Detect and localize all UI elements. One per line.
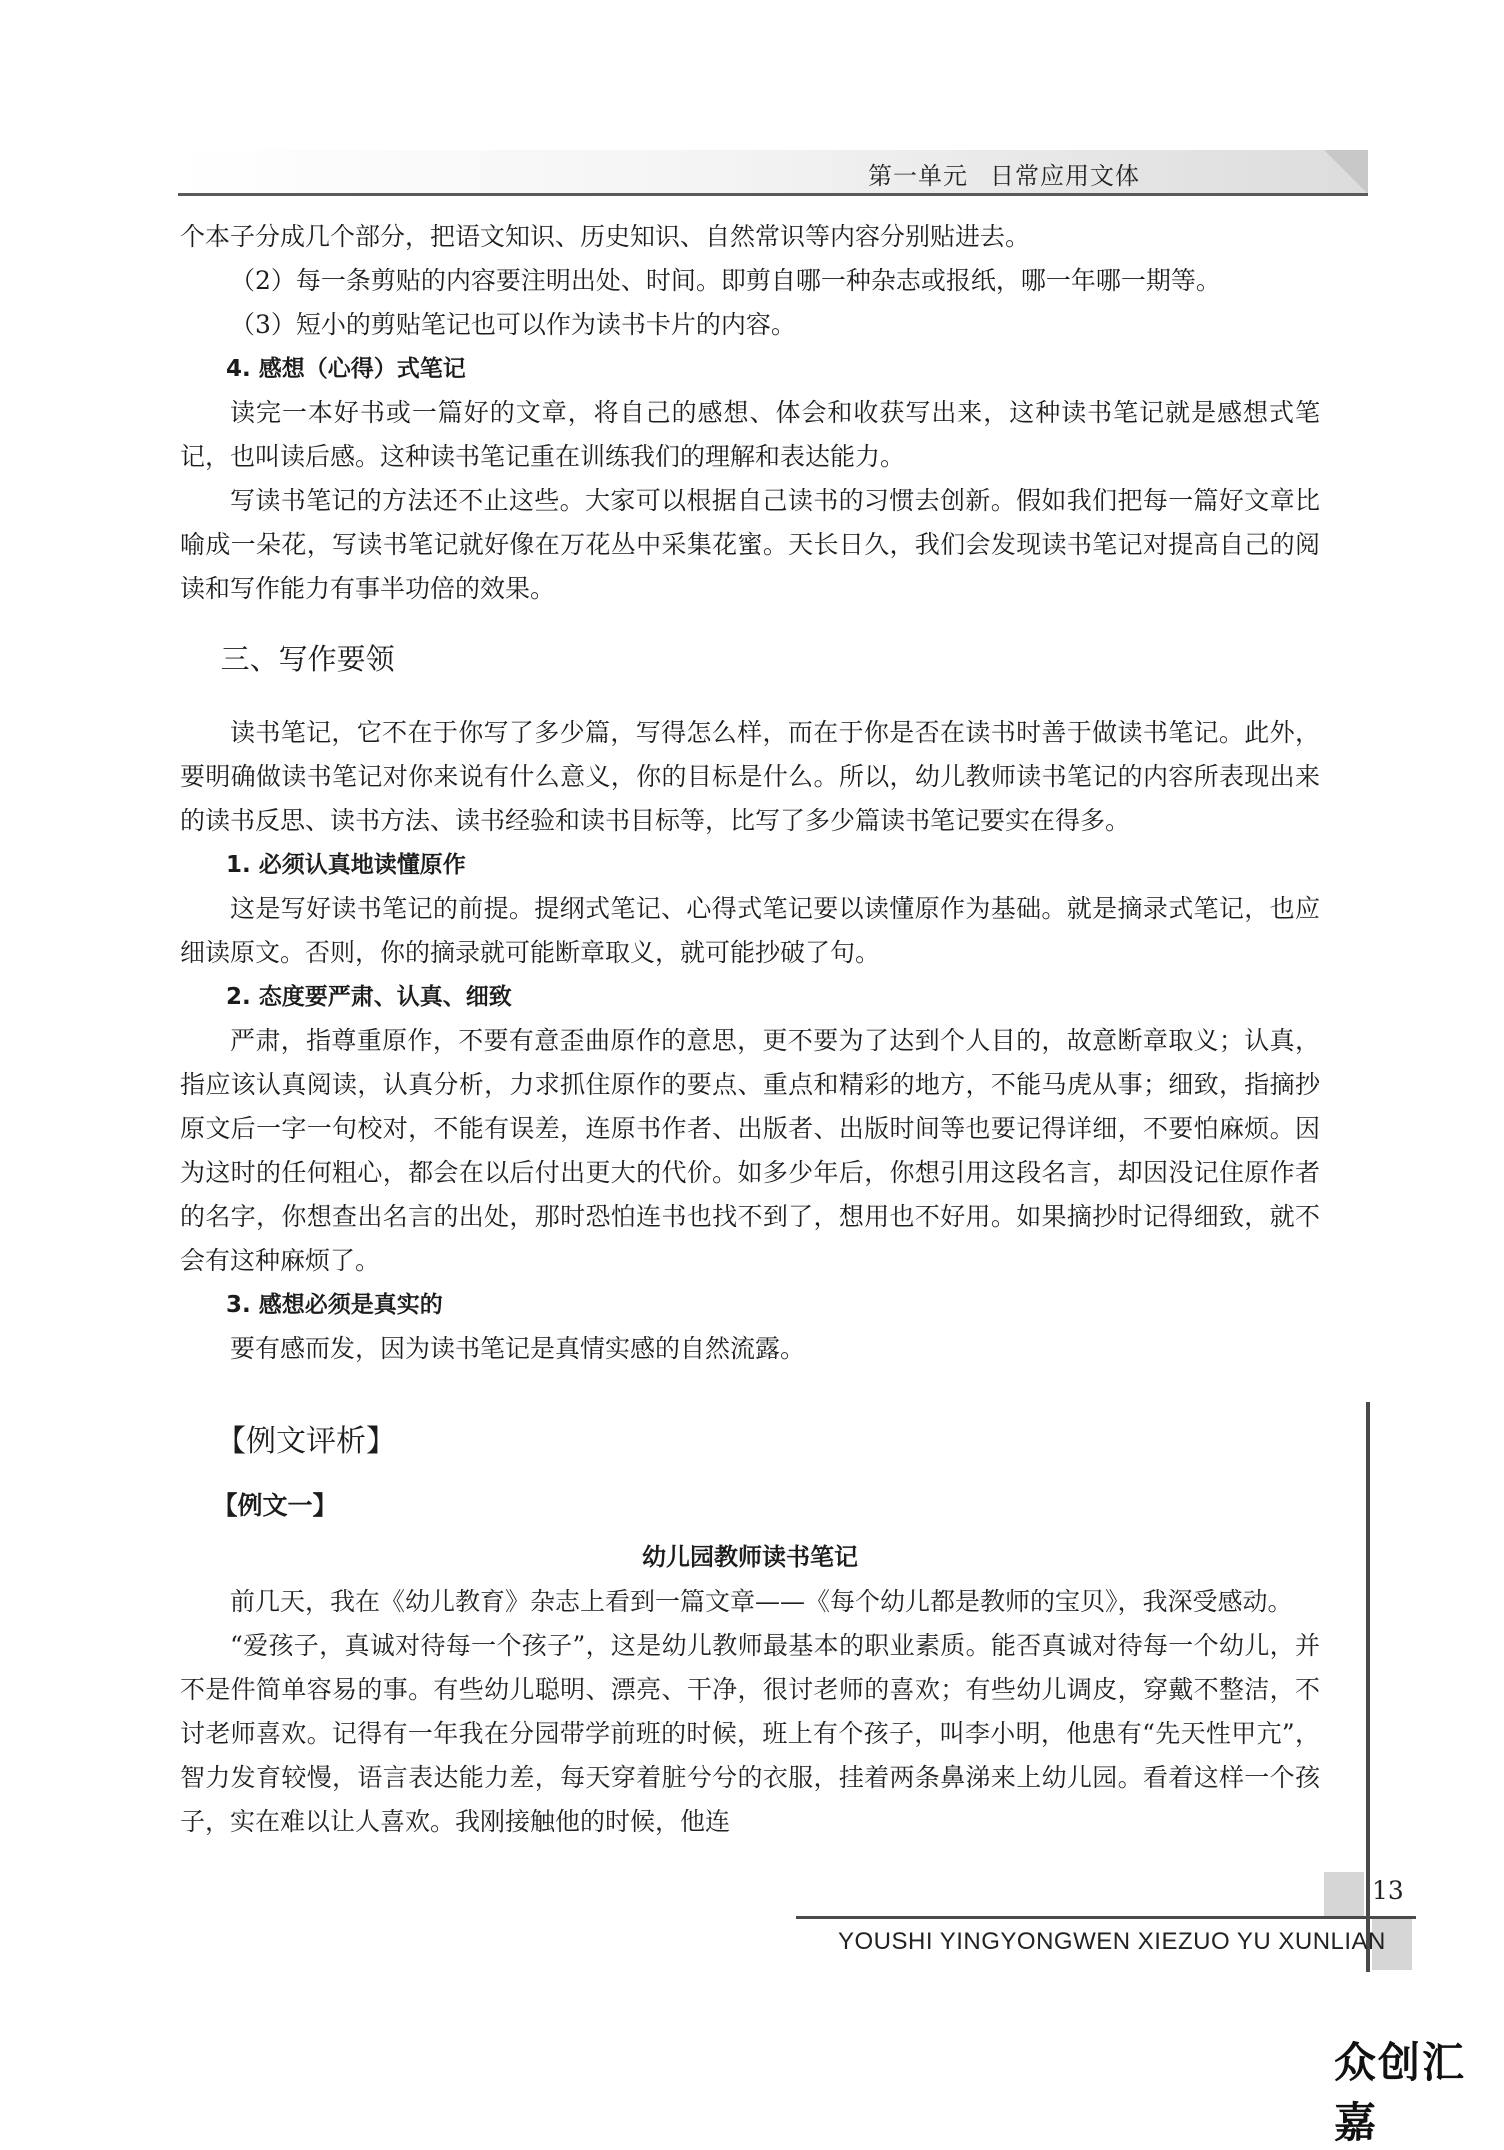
paragraph-continued: 个本子分成几个部分，把语文知识、历史知识、自然常识等内容分别贴进去。 [180,222,1031,251]
writing-intro: 读书笔记，它不在于你写了多少篇，写得怎么样，而在于你是否在读书时善于做读书笔记。此外，要明确做读书笔记对你来说有什么意义，你的目标是什么。所以，幼儿教师读书笔记的内容所表现出来的读书反思、读书方法、读书经验和读书目标等，比写了多少篇读书笔记要实在得多。 [180,718,1320,835]
point-heading-3: 3. 感想必须是真实的 [226,1292,443,1318]
paragraph-item-2: （2）每一条剪贴的内容要注明出处、时间。即剪自哪一种杂志或报纸，哪一年哪一期等。 [230,266,1221,295]
running-header [178,150,1368,196]
footer-rule [796,1916,1416,1919]
example-title: 幼儿园教师读书笔记 [642,1543,858,1571]
point-heading-2: 2. 态度要严肃、认真、细致 [226,984,512,1010]
header-unit: 第一单元 [868,162,968,190]
point-text-1: 这是写好读书笔记的前提。提纲式笔记、心得式笔记要以读懂原作为基础。就是摘录式笔记，也应细读原文。否则，你的摘录就可能断章取义，就可能抄破了句。 [180,894,1320,967]
corner-shade [1324,1872,1364,1916]
paragraph-item-3: （3）短小的剪贴笔记也可以作为读书卡片的内容。 [230,310,796,339]
watermark-logo: 众创汇嘉 [1334,2038,1467,2147]
header-tab-decoration [1324,150,1368,194]
header-text [868,156,1140,191]
section4-paragraph-2: 写读书笔记的方法还不止这些。大家可以根据自己读书的习惯去创新。假如我们把每一篇好文章比喻成一朵花，写读书笔记就好像在万花丛中采集花蜜。天长日久，我们会发现读书笔记对提高自己的阅读和写作能力有事半功倍的效果。 [180,486,1320,603]
main-content [180,215,1320,1371]
example-body [180,1580,1320,1844]
example-paragraph-2: “爱孩子，真诚对待每一个孩子”，这是幼儿教师最基本的职业素质。能否真诚对待每一个幼儿，并不是件简单容易的事。有些幼儿聪明、漂亮、干净，很讨老师的喜欢；有些幼儿调皮，穿戴不整洁，不讨老师喜欢。记得有一年我在分园带学前班的时候，班上有个孩子，叫李小明，他患有“先天性甲亢”，智力发育较慢，语言表达能力差，每天穿着脏兮兮的衣服，挂着两条鼻涕来上幼儿园。看着这样一个孩子，实在难以让人喜欢。我刚接触他的时候，他连 [180,1631,1320,1836]
point-text-3: 要有感而发，因为读书笔记是真情实感的自然流露。 [230,1334,806,1363]
page-number: 13 [1372,1876,1404,1905]
example-label: 【例文一】 [212,1491,338,1520]
point-heading-1: 1. 必须认真地读懂原作 [226,852,466,878]
section-heading-writing: 三、写作要领 [220,642,395,676]
section4-paragraph-1: 读完一本好书或一篇好的文章，将自己的感想、体会和收获写出来，这种读书笔记就是感想式笔记，也叫读后感。这种读书笔记重在训练我们的理解和表达能力。 [180,398,1320,471]
side-rule [1366,1402,1370,1972]
header-section: 日常应用文体 [990,162,1140,190]
section-heading-4: 4. 感想（心得）式笔记 [226,356,466,382]
example-section [180,1418,1320,1844]
header-rule [178,193,1368,196]
footer-series-title: YOUSHI YINGYONGWEN XIEZUO YU XUNLIAN [838,1928,1386,1955]
example-paragraph-1: 前几天，我在《幼儿教育》杂志上看到一篇文章——《每个幼儿都是教师的宝贝》，我深受感动。 [230,1587,1293,1616]
example-heading: 【例文评析】 [216,1424,396,1459]
point-text-2: 严肃，指尊重原作，不要有意歪曲原作的意思，更不要为了达到个人目的，故意断章取义；认真，指应该认真阅读，认真分析，力求抓住原作的要点、重点和精彩的地方，不能马虎从事；细致，指摘抄原文后一字一句校对，不能有误差，连原书作者、出版者、出版时间等也要记得详细，不要怕麻烦。因为这时的任何粗心，都会在以后付出更大的代价。如多少年后，你想引用这段名言，却因没记住原作者的名字，你想查出名言的出处，那时恐怕连书也找不到了，想用也不好用。如果摘抄时记得细致，就不会有这种麻烦了。 [180,1026,1320,1275]
header-band [178,150,1368,194]
